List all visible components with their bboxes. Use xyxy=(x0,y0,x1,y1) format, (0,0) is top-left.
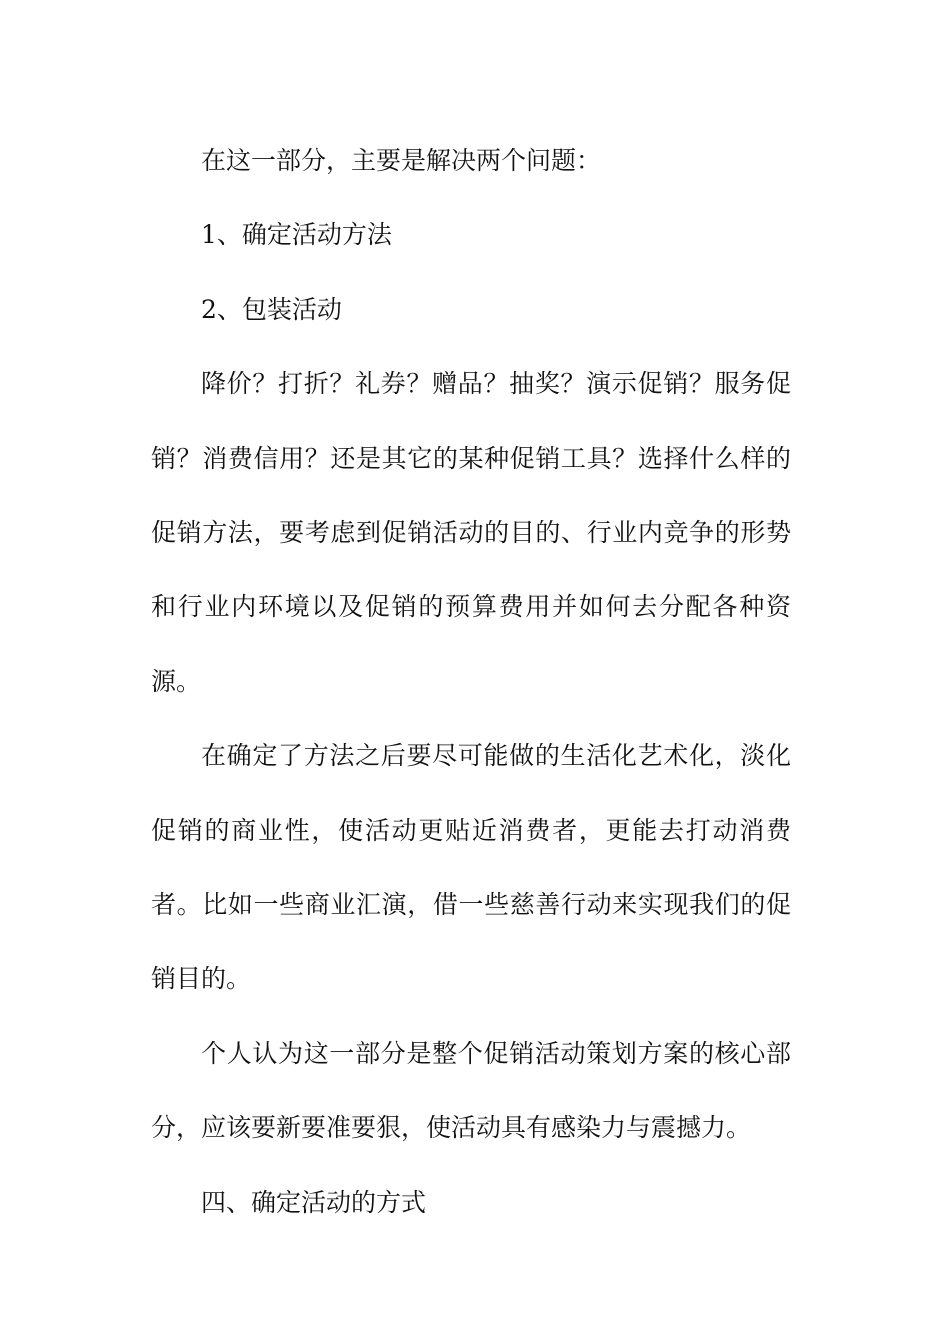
list-item-2: 2、包装活动 xyxy=(201,294,342,324)
promotion-methods-paragraph: 降价？打折？礼券？赠品？抽奖？演示促销？服务促销？消费信用？还是其它的某种促销工具？选择什么样的促销方法，要考虑到促销活动的目的、行业内竞争的形势和行业内环境以及促销的预算费用并如何去分配各种资源。 xyxy=(151,369,791,696)
document-body xyxy=(151,124,791,1240)
section-heading: 四、确定活动的方式 xyxy=(201,1187,427,1217)
list-item-1: 1、确定活动方法 xyxy=(201,220,392,250)
opinion-paragraph: 个人认为这一部分是整个促销活动策划方案的核心部分，应该要新要准要狠，使活动具有感染力与震撼力。 xyxy=(151,1038,791,1143)
packaging-paragraph: 在确定了方法之后要尽可能做的生活化艺术化，淡化促销的商业性，使活动更贴近消费者，更能去打动消费者。比如一些商业汇演，借一些慈善行动来实现我们的促销目的。 xyxy=(151,741,791,994)
intro-paragraph: 在这一部分，主要是解决两个问题： xyxy=(201,146,602,175)
